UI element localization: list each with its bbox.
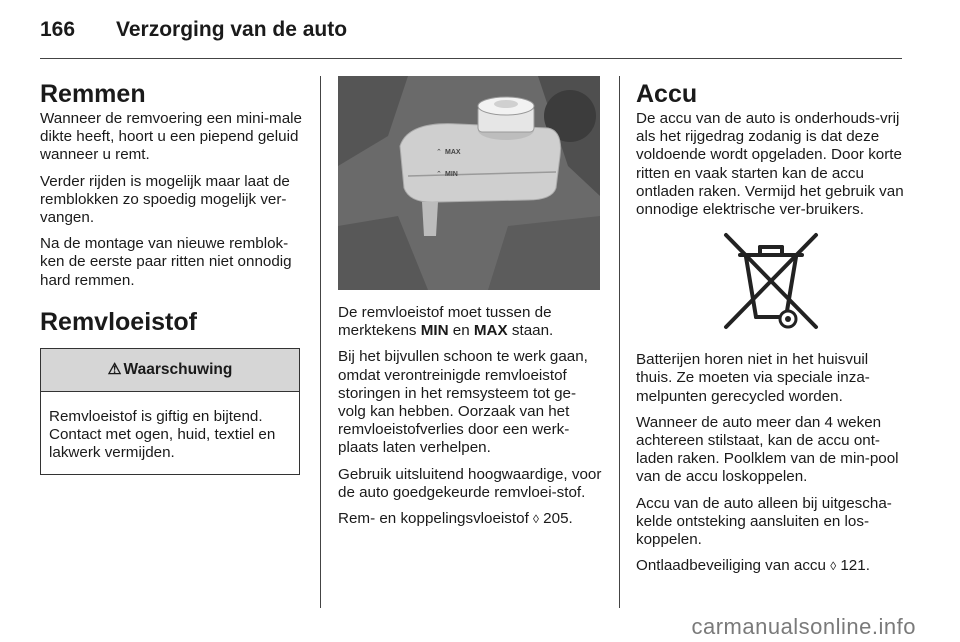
svg-text:⌃: ⌃: [436, 171, 442, 178]
warning-header: [41, 349, 299, 392]
fluid-reference: [338, 510, 602, 528]
text-segment: en: [448, 322, 474, 340]
brake-fluid-reservoir-photo: [338, 76, 600, 290]
fluid-paragraph-3: Gebruik uitsluitend hoogwaardige, voor de auto goedgekeurde remvloei-stof.: [338, 465, 602, 501]
text-segment: De remvloeistof moet tussen de merktekens: [338, 304, 552, 340]
battery-paragraph-3: Wanneer de auto meer dan 4 weken achtereen stilstaat, kan de accu ont-laden raken. Poolklem van de min-pool van de accu loskoppelen.: [636, 413, 899, 486]
page-title: Verzorging van de auto: [116, 18, 348, 41]
page-header: [40, 18, 347, 42]
crossed-out-bin-icon: [716, 227, 826, 335]
reference-text: Ontlaadbeveiliging van accu: [636, 557, 831, 575]
warning-icon: ⚠: [107, 360, 122, 378]
warning-text: Remvloeistof is giftig en bijtend. Contact met ogen, huid, textiel en lakwerk vermijden.: [49, 407, 276, 462]
photo-label-max: MAX: [445, 149, 461, 156]
reference-page: 121.: [836, 557, 870, 575]
heading-brake-fluid: Remvloeistof: [40, 307, 197, 336]
battery-paragraph-4: Accu van de auto alleen bij uitgescha-kelde ontsteking aansluiten en los-koppelen.: [636, 494, 892, 549]
reference-arrow-icon: ◊: [830, 559, 837, 574]
battery-paragraph-1: De accu van de auto is onderhouds-vrij als het rijgedrag zodanig is dat deze voldoende wordt opgeladen. Door korte ritten en vaak starten kan de accu ontladen raken. Vermijd het gebruik van onnodige elektrische ver-bruikers.: [636, 110, 904, 219]
column-divider-2: [619, 76, 620, 608]
reference-page: 205.: [538, 510, 573, 528]
warning-box: [40, 348, 300, 476]
reservoir-illustration: [338, 76, 600, 290]
text-segment: staan.: [507, 322, 554, 340]
right-column: [636, 80, 906, 583]
max-mark: MAX: [473, 322, 508, 340]
brakes-paragraph-1: Wanneer de remvoering een mini-male dikte heeft, hoort u een piepend geluid wanneer u remt.: [40, 110, 302, 164]
reference-text: Rem- en koppelingsvloeistof: [338, 510, 534, 528]
warning-title: Waarschuwing: [123, 360, 233, 378]
middle-column: [338, 76, 602, 536]
fluid-level-paragraph: [338, 304, 602, 340]
reference-arrow-icon: ◊: [533, 512, 539, 527]
brakes-paragraph-3: Na de montage van nieuwe remblok-ken de eerste paar ritten niet onnodig hard remmen.: [40, 235, 292, 289]
brakes-paragraph-2: Verder rijden is mogelijk maar laat de remblokken zo spoedig mogelijk ver-vangen.: [40, 172, 290, 227]
heading-brakes: Remmen: [40, 80, 146, 108]
fluid-paragraph-2: Bij het bijvullen schoon te werk gaan, omdat verontreinigde remvloeistof storingen in het remsysteem tot ge-volg kan hebben. Oorzaak van het remvloeistofverlies door een werk-plaats laten verhelpen.: [338, 348, 588, 457]
battery-reference: [636, 557, 906, 575]
heading-battery: Accu: [636, 80, 698, 108]
battery-paragraph-2: Batterijen horen niet in het huisvuil thuis. Ze moeten via speciale inza-melpunten gerecycled worden.: [636, 351, 870, 405]
watermark: carmanualsonline.info: [691, 614, 916, 639]
left-column: [40, 80, 304, 475]
photo-label-min: MIN: [445, 171, 458, 178]
svg-text:⌃: ⌃: [436, 149, 442, 156]
header-rule: [40, 58, 902, 59]
column-divider-1: [320, 76, 321, 608]
page-number: 166: [40, 18, 76, 41]
min-mark: MIN: [420, 322, 449, 340]
